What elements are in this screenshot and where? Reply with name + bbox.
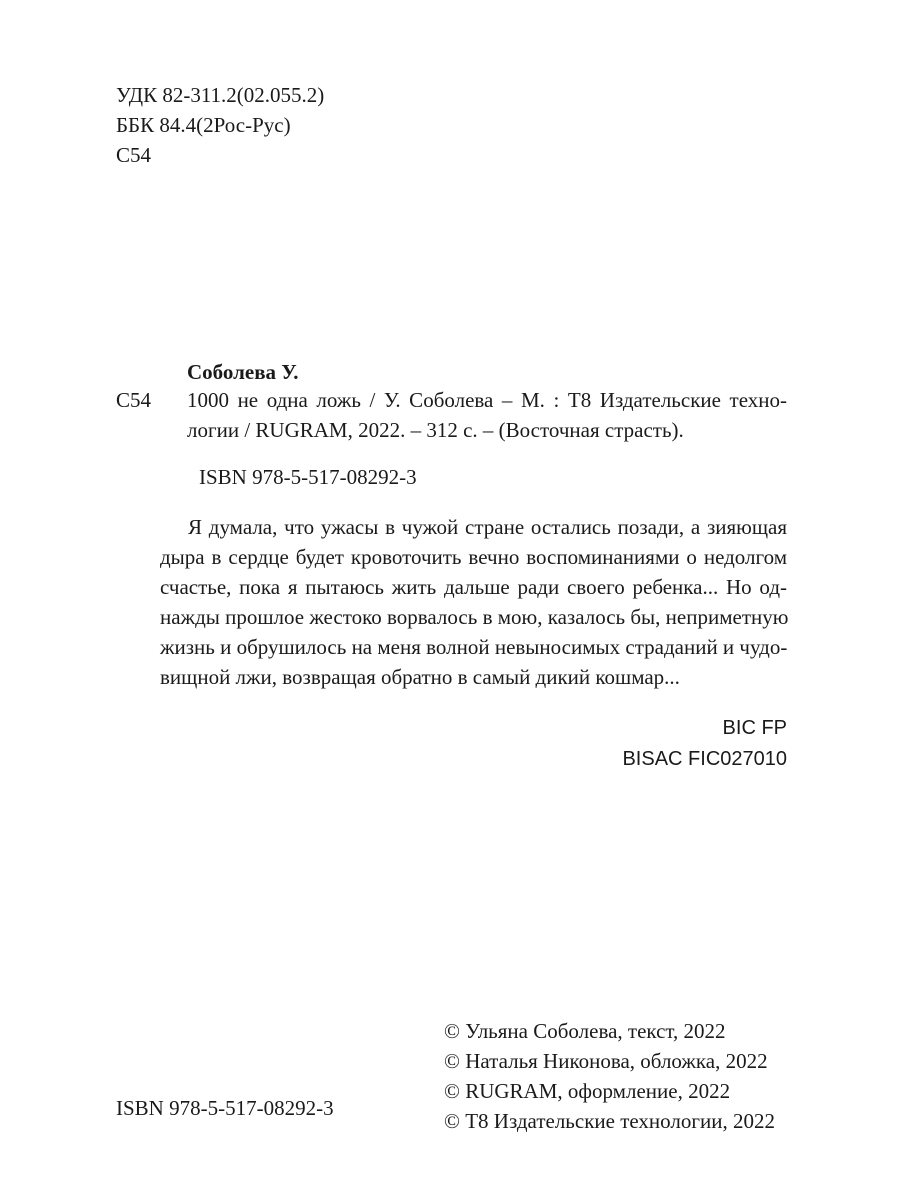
annotation-line: вищной лжи, возвращая обратно в самый дикий кошмар...: [160, 665, 680, 689]
author-name: Соболева У.: [187, 360, 299, 384]
biblio-line-2: логии / RUGRAM, 2022. – 312 с. – (Восточная страсть).: [187, 418, 684, 442]
entry-author-mark: С54: [116, 388, 152, 412]
copyright-notices: [444, 1016, 775, 1136]
copyright-line: © Т8 Издательские технологии, 2022: [444, 1109, 775, 1133]
biblio-line-1: 1000 не одна ложь / У. Соболева – М. : Т8 Издательские техно-: [187, 388, 787, 412]
annotation-line: нажды прошлое жестоко ворвалось в мою, казалось бы, неприметную: [160, 605, 789, 629]
isbn-entry: ISBN 978-5-517-08292-3: [199, 465, 417, 489]
bic-code: BIC FP: [722, 717, 787, 739]
annotation-text: [160, 512, 787, 692]
annotation-line: жизнь и обрушилось на меня волной невыносимых страданий и чудо-: [160, 635, 788, 659]
author-mark-code: С54: [116, 143, 152, 167]
udk-code: УДК 82-311.2(02.055.2): [116, 83, 325, 107]
copyright-line: © Ульяна Соболева, текст, 2022: [444, 1019, 726, 1043]
bbk-code: ББК 84.4(2Рос-Рус): [116, 113, 291, 137]
annotation-line: дыра в сердце будет кровоточить вечно воспоминаниями о недолгом: [160, 545, 787, 569]
bibliographic-description: [187, 385, 787, 445]
annotation-line: счастье, пока я пытаюсь жить дальше ради своего ребенка... Но од-: [160, 575, 787, 599]
isbn-footer: ISBN 978-5-517-08292-3: [116, 1096, 334, 1120]
classification-block: [116, 80, 324, 170]
subject-codes: [622, 713, 787, 775]
annotation-line: Я думала, что ужасы в чужой стране остались позади, а зияющая: [188, 515, 787, 539]
bisac-code: BISAC FIC027010: [622, 748, 787, 770]
copyright-line: © Наталья Никонова, обложка, 2022: [444, 1049, 768, 1073]
copyright-line: © RUGRAM, оформление, 2022: [444, 1079, 731, 1103]
